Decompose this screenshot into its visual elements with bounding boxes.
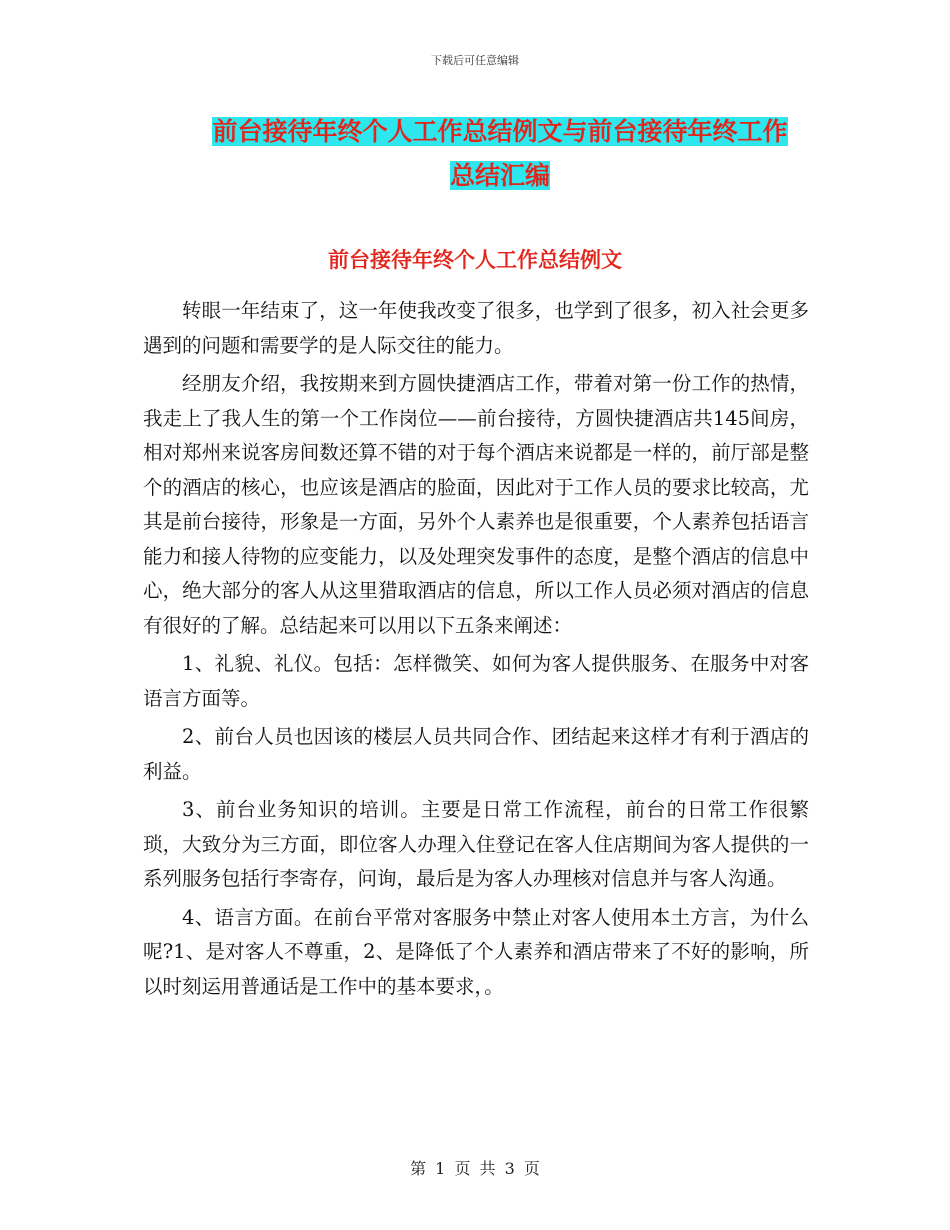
page-header-note: 下载后可任意编辑 (431, 54, 519, 67)
paragraph: 经朋友介绍，我按期来到方圆快捷酒店工作，带着对第一份工作的热情，我走上了我人生的第一个工作岗位——前台接待，方圆快捷酒店共145间房，相对郑州来说客房间数还算不错的对于每个酒店来说都是一样的，前厅部是整个的酒店的核心，也应该是酒店的脸面，因此对于工作人员的要求比较高，尤其是前台接待，形象是一方面，另外个人素养也是很重要，个人素养包括语言能力和接人待物的应变能力，以及处理突发事件的态度，是整个酒店的信息中心，绝大部分的客人从这里猎取酒店的信息，所以工作人员必须对酒店的信息有很好的了解。总结起来可以用以下五条来阐述： (143, 372, 809, 637)
page-number-footer: 第 1 页 共 3 页 (410, 1159, 540, 1178)
paragraph: 转眼一年结束了，这一年使我改变了很多，也学到了很多，初入社会更多遇到的问题和需要学的是人际交往的能力。 (143, 299, 809, 357)
document-title-line-1: 前台接待年终个人工作总结例文与前台接待年终工作 (212, 117, 788, 146)
body-text (143, 294, 809, 1008)
paragraph: 2、前台人员也因该的楼层人员共同合作、团结起来这样才有利于酒店的利益。 (143, 725, 809, 783)
paragraph: 3、前台业务知识的培训。主要是日常工作流程，前台的日常工作很繁琐，大致分为三方面，即位客人办理入住登记在客人住店期间为客人提供的一系列服务包括行李寄存，问询，最后是为客人办理核对信息并与客人沟通。 (143, 798, 809, 890)
paragraph: 1、礼貌、礼仪。包括：怎样微笑、如何为客人提供服务、在服务中对客语言方面等。 (143, 652, 809, 710)
section-title: 前台接待年终个人工作总结例文 (328, 247, 622, 272)
document-title (140, 110, 860, 198)
paragraph: 4、语言方面。在前台平常对客服务中禁止对客人使用本土方言，为什么呢?1、是对客人不尊重，2、是降低了个人素养和酒店带来了不好的影响，所以时刻运用普通话是工作中的基本要求，。 (143, 905, 809, 998)
document-title-line-2: 总结汇编 (449, 161, 550, 190)
